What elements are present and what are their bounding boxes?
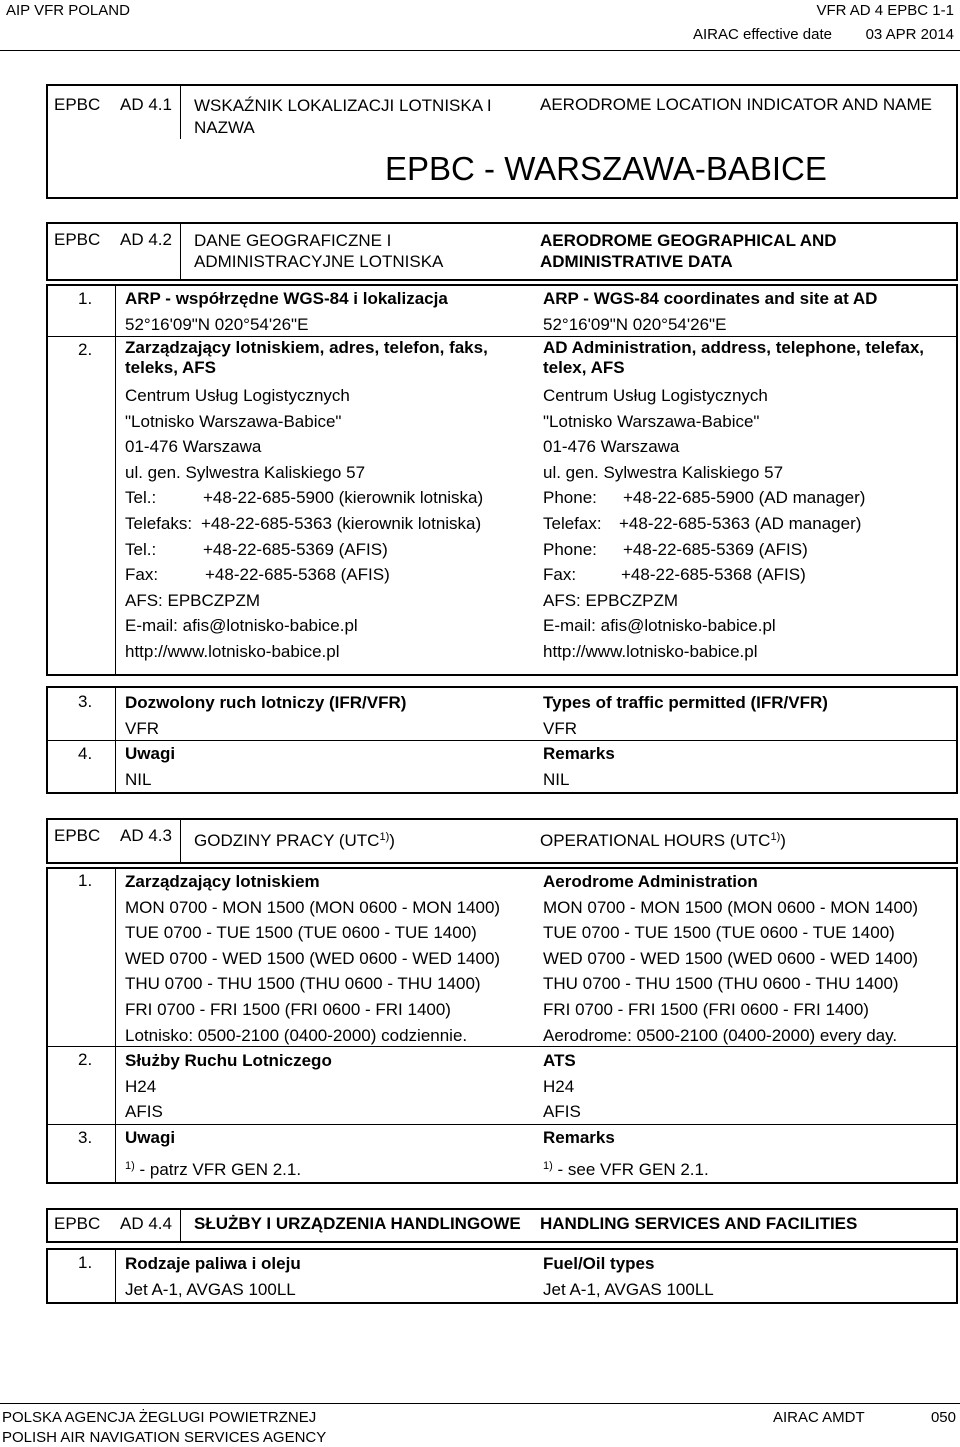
address-line: "Lotnisko Warszawa-Babice" [125,411,342,431]
footer-org-pl: POLSKA AGENCJA ŻEGLUGI POWIETRZNEJ [2,1409,317,1426]
section-ad42-title-pl: DANE GEOGRAFICZNE I ADMINISTRACYJNE LOTNISKA [194,231,444,271]
section-ad43-title-pl: GODZINY PRACY (UTC$^{1)}$) [194,831,395,850]
phone-row: Tel.: +48-22-685-5369 (AFIS) [125,539,388,559]
arp-coordinates-en: 52°16'09"N 020°54'26"E [543,314,727,334]
hours-row: WED 0700 - WED 1500 (WED 0600 - WED 1400) [543,948,919,968]
item-number: 3. [78,692,93,711]
item-number: 1. [78,1253,93,1272]
hours-row: MON 0700 - MON 1500 (MON 0600 - MON 1400) [543,897,919,917]
fax-row: Telefax: +48-22-685-5363 (AD manager) [543,513,862,533]
hours-row: THU 0700 - THU 1500 (THU 0600 - THU 1400) [543,974,899,994]
header-effective-date: 03 APR 2014 [865,26,954,43]
phone-row: Phone: +48-22-685-5369 (AFIS) [543,539,808,559]
arp-label-pl: ARP - współrzędne WGS-84 i lokalizacja [125,289,448,308]
fax-row: Fax: +48-22-685-5368 (AFIS) [125,565,390,585]
ad42-pl-column [125,286,448,337]
section-ad44-title-pl: SŁUŻBY I URZĄDZENIA HANDLINGOWE [194,1214,521,1233]
hours-row: TUE 0700 - TUE 1500 (TUE 0600 - TUE 1400) [125,923,477,943]
section-ad43-number: AD 4.3 [120,826,172,845]
email-address: E-mail: afis@lotnisko-babice.pl [543,616,776,636]
section-ad41-title-pl: WSKAŹNIK LOKALIZACJI LOTNISKA I NAZWA [194,96,492,137]
divider [180,222,181,281]
footer-amdt-number: 050 [930,1409,956,1426]
hours-row: WED 0700 - WED 1500 (WED 0600 - WED 1400) [125,948,501,968]
section-ad43-header-box [46,818,958,864]
item-number: 1. [78,871,93,890]
hours-row: THU 0700 - THU 1500 (THU 0600 - THU 1400) [125,974,481,994]
website: http://www.lotnisko-babice.pl [125,641,340,661]
phone-row: Phone: +48-22-685-5900 (AD manager) [543,488,866,508]
ad44-fuel-en: Fuel/Oil types Jet A-1, AVGAS 100LL [543,1254,714,1299]
item-number: 4. [78,744,93,763]
header-effective-label: AIRAC effective date [693,26,832,43]
footer-rule [0,1403,960,1404]
ad42-traffic-en: Types of traffic permitted (IFR/VFR) VFR Remarks NIL [543,693,828,789]
footer-org-en: POLISH AIR NAVIGATION SERVICES AGENCY [2,1429,327,1446]
website: http://www.lotnisko-babice.pl [543,641,758,661]
address-line: ul. gen. Sylwestra Kaliskiego 57 [543,462,784,482]
ad42-admin-title-pl: Zarządzający lotniskiem, adres, telefon, faks, teleks, AFS [125,338,488,377]
afs-address: AFS: EPBCZPZM [125,590,261,610]
address-line: Centrum Usług Logistycznych [125,386,350,405]
item-number: 2. [78,1050,93,1069]
header-page-ref: VFR AD 4 EPBC 1-1 [816,2,954,19]
section-ad42-title-en: AERODROME GEOGRAPHICAL AND ADMINISTRATIVE DATA [540,231,837,271]
header-aip-title: AIP VFR POLAND [6,2,130,19]
divider [180,84,181,139]
section-ad41-code: EPBC [54,95,101,114]
ad42-admin-title-en: AD Administration, address, telephone, telefax, telex, AFS [543,338,925,377]
section-ad42-number: AD 4.2 [120,230,172,249]
section-ad41-title-en: AERODROME LOCATION INDICATOR AND NAME [540,95,932,114]
hours-row: MON 0700 - MON 1500 (MON 0600 - MON 1400) [125,897,501,917]
afs-address: AFS: EPBCZPZM [543,590,679,610]
ad42-admin-details-pl [125,383,483,665]
address-line: ul. gen. Sylwestra Kaliskiego 57 [125,462,366,482]
fax-row: Fax: +48-22-685-5368 (AFIS) [543,565,806,585]
section-ad43-title-en: OPERATIONAL HOURS (UTC$^{1)}$) [540,831,786,850]
item-number: 2. [78,340,93,359]
item-number: 1. [78,289,93,308]
ad43-hours-pl: Zarządzający lotniskiem MON 0700 - MON 1500 (MON 0600 - MON 1400) TUE 0700 - TUE 1500 (TUE 0600 - TUE 1400) WED 0700 - WED 1500 (WED 0600 - WED 1400) THU 0700 - THU 1500 (THU 0600 - THU 1400) FRI 0700 - FRI 1500 (FRI 0600 - FRI 1400) Lotnisko: 0500-2100 (0400-2000) codziennie. Służby Ruchu Lotniczego H24 AFIS Uwagi $^{1)}$ - patrz VFR GEN 2.1. [125,872,501,1179]
section-ad41-number: AD 4.1 [120,95,172,114]
footer-amdt-label: AIRAC AMDT [773,1409,865,1426]
section-ad44-number: AD 4.4 [120,1214,172,1233]
ad42-en-column [543,286,877,337]
aerodrome-name: EPBC - WARSZAWA-BABICE [385,150,827,187]
hours-row: FRI 0700 - FRI 1500 (FRI 0600 - FRI 1400) [543,999,869,1019]
address-line: 01-476 Warszawa [125,437,262,457]
section-ad42-code: EPBC [54,230,101,249]
address-line: "Lotnisko Warszawa-Babice" [543,411,760,431]
item-number: 3. [78,1128,93,1147]
ad43-hours-en: Aerodrome Administration MON 0700 - MON 1500 (MON 0600 - MON 1400) TUE 0700 - TUE 1500 (TUE 0600 - TUE 1400) WED 0700 - WED 1500 (WED 0600 - WED 1400) THU 0700 - THU 1500 (THU 0600 - THU 1400) FRI 0700 - FRI 1500 (FRI 0600 - FRI 1400) Aerodrome: 0500-2100 (0400-2000) every day. ATS H24 AFIS Remarks $^{1)}$ - see VFR GEN 2.1. [543,872,919,1179]
address-line: 01-476 Warszawa [543,437,680,457]
section-ad43-code: EPBC [54,826,101,845]
divider [115,284,116,676]
ad42-admin-details-en [543,383,865,665]
arp-label-en: ARP - WGS-84 coordinates and site at AD [543,289,878,308]
hours-row: FRI 0700 - FRI 1500 (FRI 0600 - FRI 1400) [125,999,451,1019]
divider [115,1248,116,1304]
email-address: E-mail: afis@lotnisko-babice.pl [125,616,358,636]
ad44-fuel-pl: Rodzaje paliwa i oleju Jet A-1, AVGAS 100LL [125,1254,301,1299]
section-ad44-title-en: HANDLING SERVICES AND FACILITIES [540,1214,858,1233]
fax-row: Telefaks: +48-22-685-5363 (kierownik lotniska) [125,513,482,533]
hours-row: TUE 0700 - TUE 1500 (TUE 0600 - TUE 1400) [543,923,895,943]
header-rule [0,50,960,51]
divider [180,818,181,864]
address-line: Centrum Usług Logistycznych [543,386,768,405]
divider [115,867,116,1184]
arp-coordinates-pl: 52°16'09"N 020°54'26"E [125,314,309,334]
section-ad44-code: EPBC [54,1214,101,1233]
divider [180,1208,181,1243]
phone-row: Tel.: +48-22-685-5900 (kierownik lotniska) [125,488,484,508]
ad42-traffic-pl: Dozwolony ruch lotniczy (IFR/VFR) VFR Uwagi NIL [125,693,407,789]
